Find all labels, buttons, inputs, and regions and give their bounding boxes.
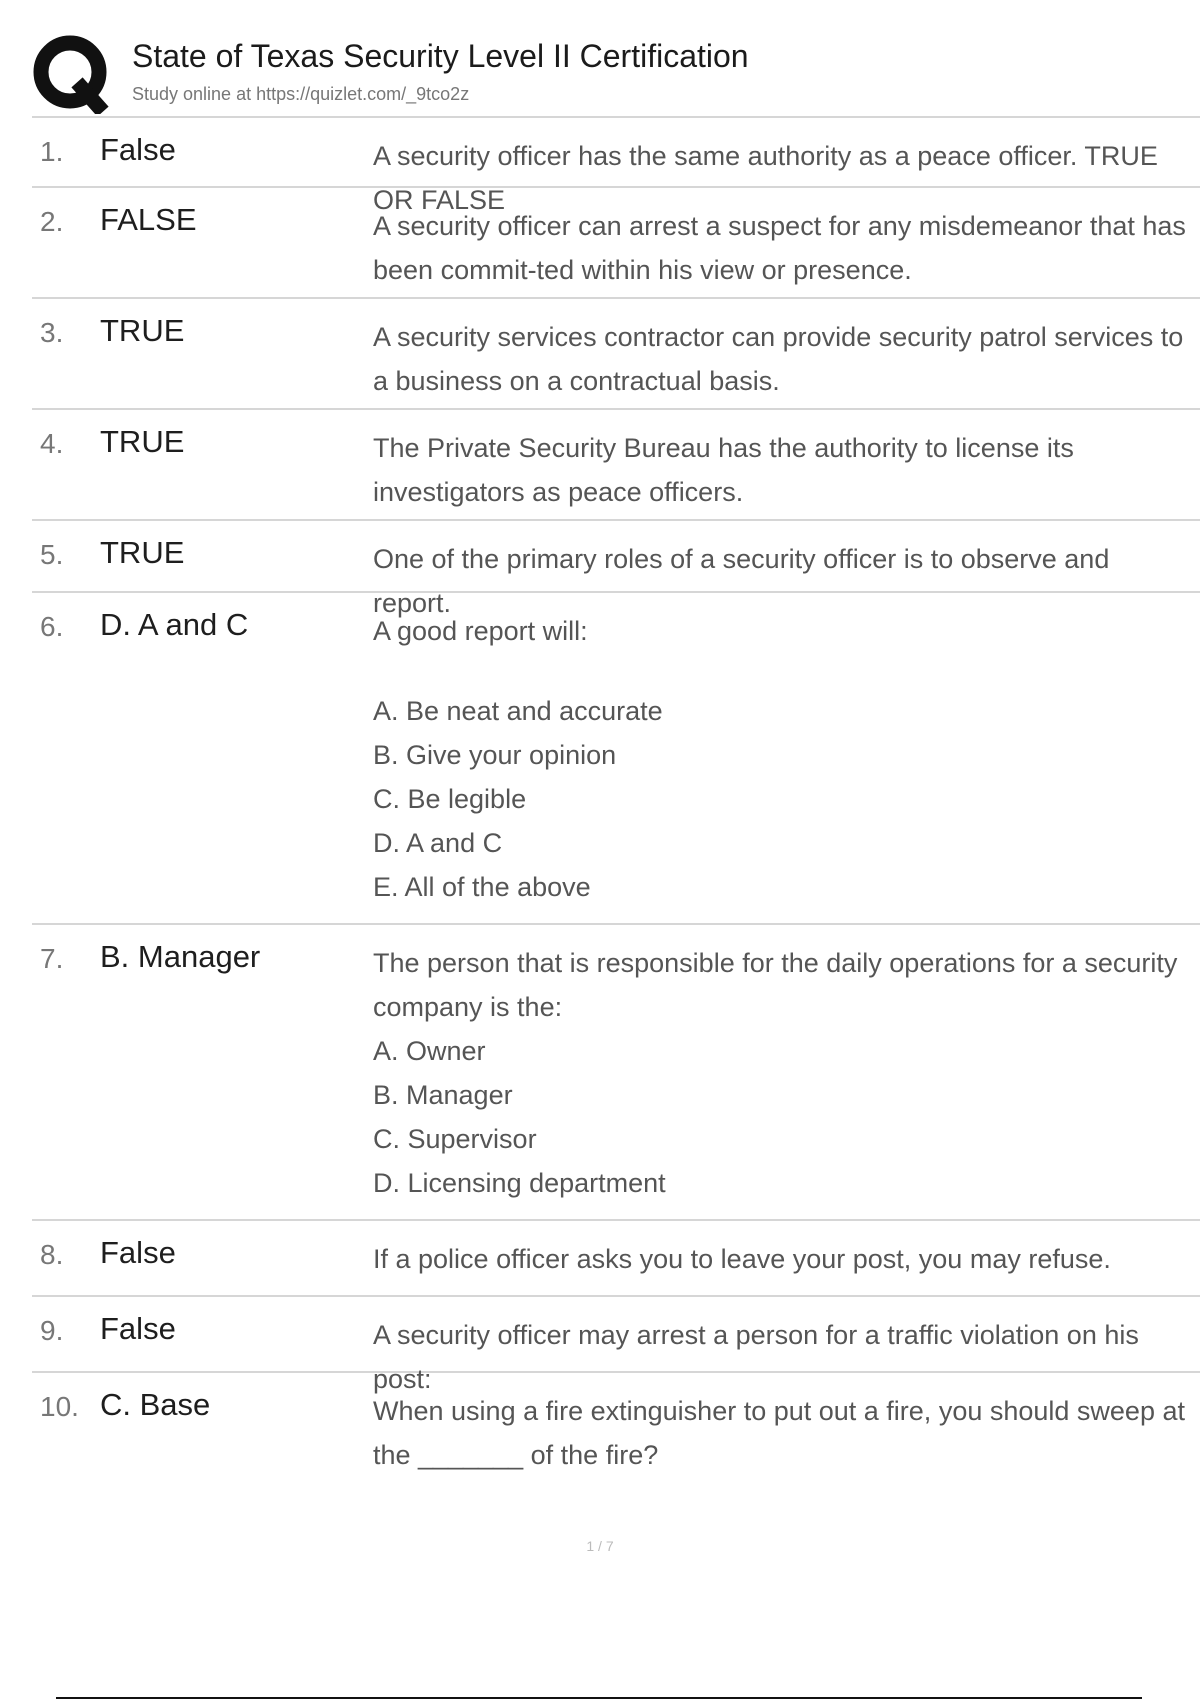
definition-line: A. Owner (373, 1036, 486, 1066)
card-term: D. A and C (100, 607, 249, 642)
definition-line: B. Give your opinion (373, 740, 617, 770)
card-term: TRUE (100, 424, 185, 459)
definition-line: A security officer may arrest a person for a traffic violation on his post: (373, 1320, 1139, 1394)
quizlet-q-logo-icon (32, 34, 112, 114)
card-number: 6. (40, 611, 64, 642)
definition-line: A good report will: (373, 616, 588, 646)
card-definition (373, 204, 1193, 292)
definition-line: When using a fire extinguisher to put out a fire, you should sweep at the _______ of the fire? (373, 1396, 1185, 1470)
card-term: False (100, 132, 176, 167)
card-definition (373, 1389, 1193, 1477)
card-row (32, 1373, 1200, 1483)
card-definition (373, 941, 1193, 1205)
definition-line: If a police officer asks you to leave your post, you may refuse. (373, 1244, 1111, 1274)
definition-line: The person that is responsible for the daily operations for a security company is the: (373, 948, 1178, 1022)
card-term: B. Manager (100, 939, 261, 974)
flashcard-list (32, 116, 1200, 1483)
card-row (32, 925, 1200, 1221)
card-number: 7. (40, 943, 64, 974)
definition-line: A security officer can arrest a suspect for any misdemeanor that has been commit-ted within his view or presence. (373, 211, 1186, 285)
card-definition (373, 609, 1193, 909)
card-number: 10. (40, 1391, 79, 1422)
card-row (32, 188, 1200, 299)
document-header (32, 30, 1200, 116)
card-row (32, 1297, 1200, 1394)
definition-line: B. Manager (373, 1080, 513, 1110)
card-row (32, 299, 1200, 410)
definition-line: The Private Security Bureau has the authority to license its investigators as peace officers. (373, 433, 1074, 507)
definition-line: C. Supervisor (373, 1124, 537, 1154)
card-row (32, 521, 1200, 618)
definition-line: One of the primary roles of a security officer is to observe and report. (373, 544, 1110, 618)
card-term: False (100, 1235, 176, 1270)
definition-line: E. All of the above (373, 872, 591, 902)
card-number: 2. (40, 206, 64, 237)
card-number: 5. (40, 539, 64, 570)
document-title: State of Texas Security Level II Certification (132, 38, 749, 74)
card-term: TRUE (100, 313, 185, 348)
definition-line: D. A and C (373, 828, 503, 858)
card-definition (373, 315, 1193, 403)
definition-spacer (373, 653, 1193, 689)
card-number: 3. (40, 317, 64, 348)
definition-line: D. Licensing department (373, 1168, 666, 1198)
page-number: 1 / 7 (586, 1538, 614, 1554)
card-row (32, 1221, 1200, 1297)
definition-line: A. Be neat and accurate (373, 696, 663, 726)
card-term: FALSE (100, 202, 197, 237)
card-term: False (100, 1311, 176, 1346)
card-row (32, 593, 1200, 925)
card-row (32, 410, 1200, 521)
card-definition (373, 1237, 1193, 1281)
card-definition (373, 426, 1193, 514)
study-online-link[interactable]: Study online at https://quizlet.com/_9tco2z (132, 84, 470, 104)
card-number: 1. (40, 136, 64, 167)
card-number: 8. (40, 1239, 64, 1270)
definition-line: C. Be legible (373, 784, 527, 814)
definition-line: A security officer has the same authority as a peace officer. TRUE OR FALSE (373, 141, 1158, 215)
card-number: 9. (40, 1315, 64, 1346)
card-term: C. Base (100, 1387, 211, 1422)
card-row (32, 118, 1200, 215)
footer-divider (56, 1697, 1142, 1699)
card-term: TRUE (100, 535, 185, 570)
card-number: 4. (40, 428, 64, 459)
definition-line: A security services contractor can provide security patrol services to a business on a contractual basis. (373, 322, 1184, 396)
